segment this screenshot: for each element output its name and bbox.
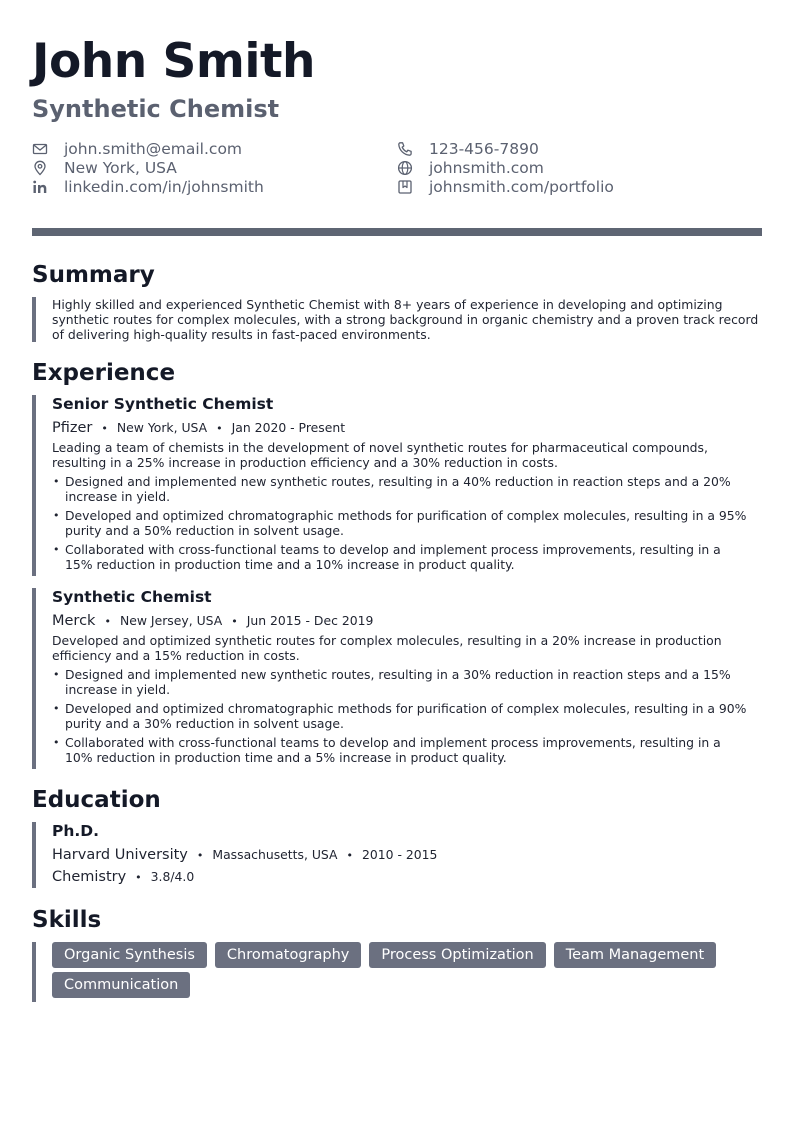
contact-website-text: johnsmith.com [429, 158, 544, 177]
linkedin-icon [32, 179, 48, 195]
candidate-name: John Smith [32, 34, 315, 89]
summary-accent-bar [32, 297, 36, 342]
skill-chip: Team Management [554, 942, 716, 968]
education-dates: 2010 - 2015 [361, 847, 438, 862]
contact-location [32, 158, 177, 177]
experience-heading: Experience [32, 360, 176, 386]
list-item: • Designed and implemented new synthetic routes, resulting in a 30% reduction in reaction steps and a 15% increase in yield. [53, 667, 731, 697]
contact-website[interactable] [397, 158, 544, 177]
summary-heading: Summary [32, 262, 155, 288]
separator-dot: • [104, 615, 111, 628]
job-title: Synthetic Chemist [52, 588, 212, 606]
separator-dot: • [216, 422, 223, 435]
job-location: New Jersey, USA [119, 613, 223, 628]
contact-phone[interactable] [397, 139, 539, 158]
list-item: • Collaborated with cross-functional teams to develop and implement process improvements, resulting in a 10% reduction in production time and a 5% increase in product quality. [53, 735, 721, 765]
job-bullets [52, 667, 752, 769]
bookmark-icon [397, 179, 413, 195]
contact-portfolio-text: johnsmith.com/portfolio [429, 177, 614, 196]
candidate-role: Synthetic Chemist [32, 95, 280, 123]
job-bullets [52, 474, 752, 576]
summary-text: Highly skilled and experienced Synthetic Chemist with 8+ years of experience in developing and optimizing synthetic routes for complex molecules, with a strong background in organic chemistry and a proven track record of delivering high-quality results in fast-paced environments. [52, 297, 759, 342]
contact-phone-text: 123-456-7890 [429, 139, 539, 158]
list-item: • Developed and optimized chromatographic methods for purification of complex molecules, resulting in a 90% purity and a 30% reduction in solvent usage. [53, 701, 747, 731]
skill-chip: Chromatography [215, 942, 361, 968]
skills-accent-bar [32, 942, 36, 1002]
job-description: Leading a team of chemists in the development of novel synthetic routes for pharmaceutical compounds, resulting in a 25% increase in production efficiency and a 30% reduction in costs. [52, 440, 708, 470]
job-description: Developed and optimized synthetic routes for complex molecules, resulting in a 20% increase in production efficiency and a 15% reduction in costs. [52, 633, 722, 663]
phone-icon [397, 141, 413, 157]
list-item: • Designed and implemented new synthetic routes, resulting in a 40% reduction in reaction steps and a 20% increase in yield. [53, 474, 731, 504]
education-meta [52, 846, 437, 864]
job-meta [52, 419, 345, 437]
separator-dot: • [346, 849, 353, 862]
education-field: Chemistry [52, 869, 127, 885]
education-heading: Education [32, 787, 161, 813]
list-item: • Developed and optimized chromatographic methods for purification of complex molecules, resulting in a 95% purity and a 50% reduction in solvent usage. [53, 508, 747, 538]
skill-chip: Communication [52, 972, 190, 998]
education-degree: Ph.D. [52, 822, 100, 840]
job-accent-bar [32, 588, 36, 769]
skills-list [52, 942, 752, 998]
job-dates: Jun 2015 - Dec 2019 [246, 613, 374, 628]
contact-email-text: john.smith@email.com [64, 139, 243, 158]
separator-dot: • [196, 849, 204, 862]
list-item: • Collaborated with cross-functional teams to develop and implement process improvements, resulting in a 15% reduction in production time and a 10% increase in product quality. [53, 542, 721, 572]
job-location: New York, USA [116, 420, 208, 435]
job-company: Merck [52, 613, 96, 629]
skill-chip: Organic Synthesis [52, 942, 207, 968]
job-meta [52, 612, 373, 630]
contact-location-text: New York, USA [64, 158, 177, 177]
job-accent-bar [32, 395, 36, 576]
header-divider [32, 228, 762, 236]
education-gpa: 3.8/4.0 [150, 869, 195, 884]
separator-dot: • [101, 422, 108, 435]
skills-heading: Skills [32, 907, 102, 933]
job-title: Senior Synthetic Chemist [52, 395, 274, 413]
education-accent-bar [32, 822, 36, 888]
education-location: Massachusetts, USA [212, 847, 338, 862]
contact-linkedin-text: linkedin.com/in/johnsmith [64, 177, 264, 196]
skill-chip: Process Optimization [369, 942, 545, 968]
contact-email[interactable] [32, 139, 242, 158]
job-dates: Jan 2020 - Present [231, 420, 346, 435]
education-field-meta [52, 868, 194, 886]
separator-dot: • [231, 615, 238, 628]
contact-portfolio[interactable] [397, 177, 614, 196]
education-school: Harvard University [52, 847, 188, 863]
mail-icon [32, 141, 48, 157]
contact-linkedin[interactable] [32, 177, 264, 196]
job-company: Pfizer [52, 420, 93, 436]
globe-icon [397, 160, 413, 176]
location-pin-icon [32, 160, 48, 176]
separator-dot: • [135, 871, 142, 884]
